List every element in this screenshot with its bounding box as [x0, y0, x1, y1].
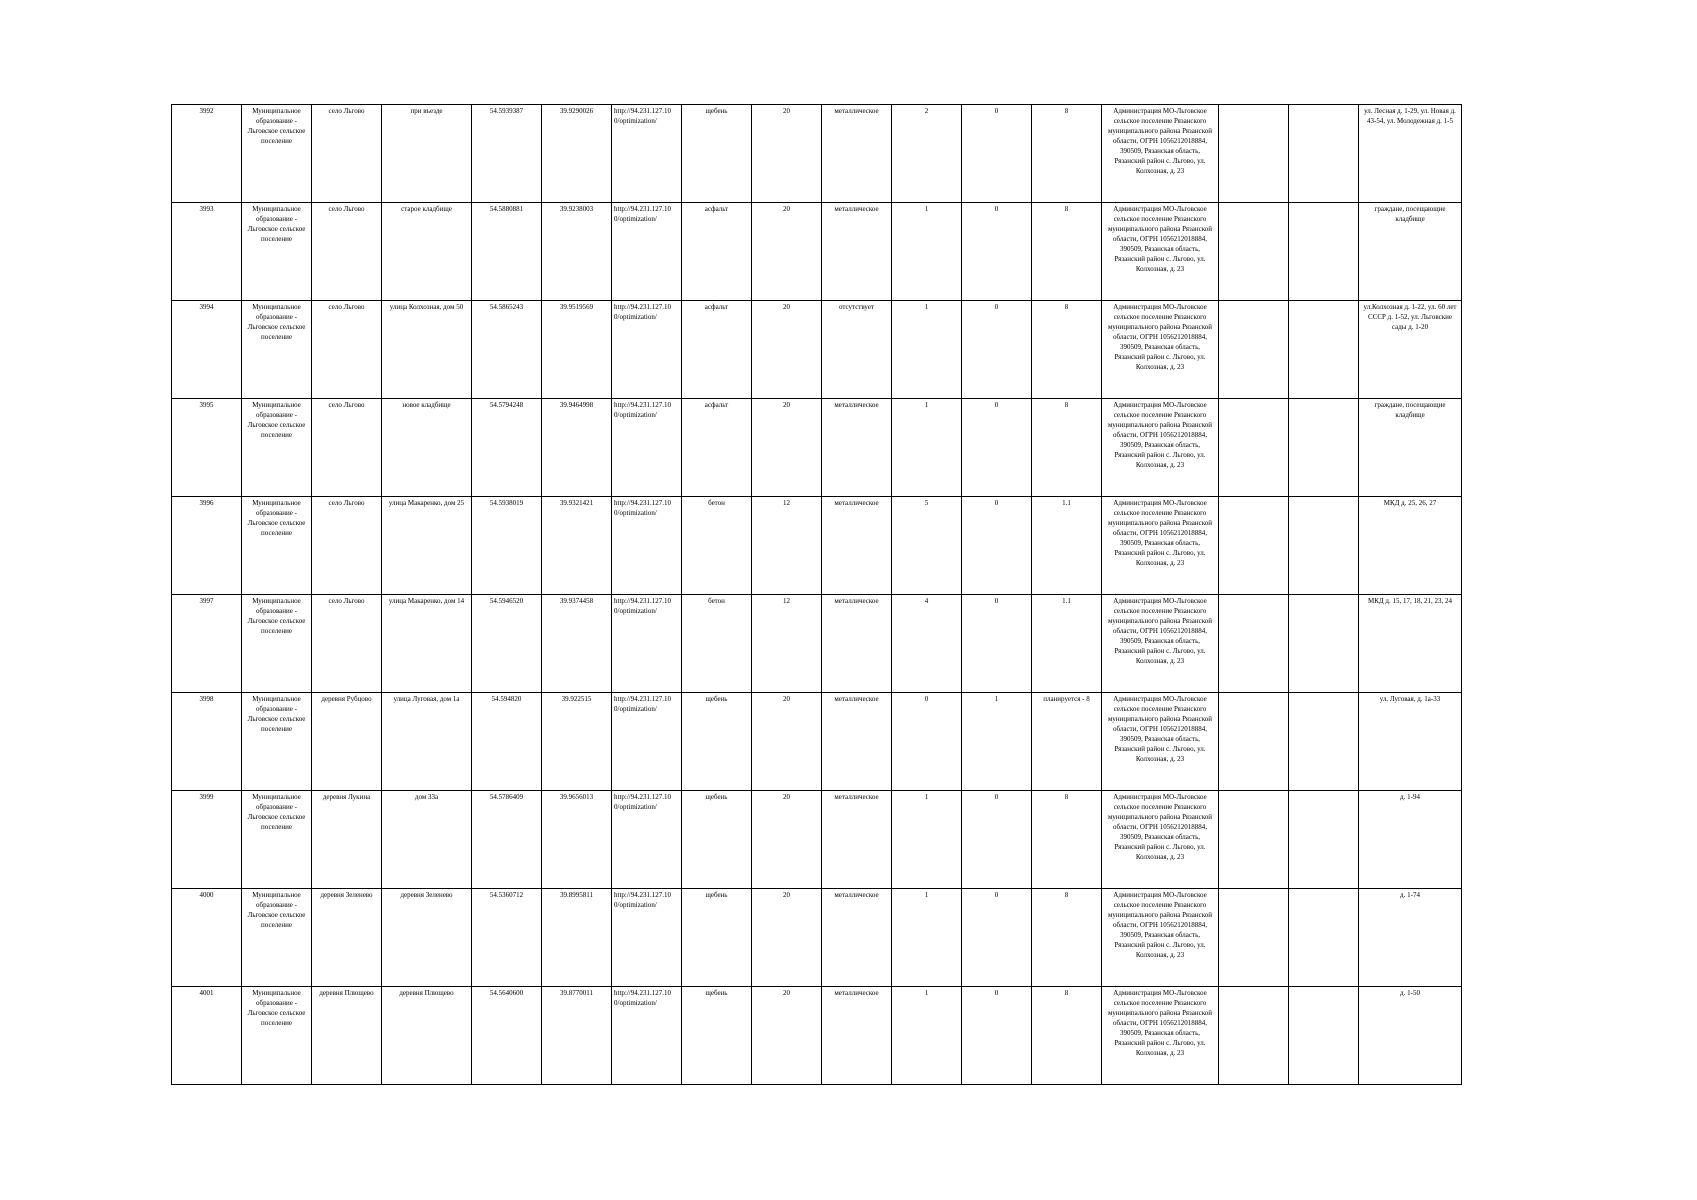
- cell-c16: [1289, 693, 1359, 791]
- cell-volume: 8: [1032, 987, 1102, 1085]
- cell-surface: асфальт: [682, 301, 752, 399]
- cell-lat: 54.5939387: [472, 105, 542, 203]
- cell-surface: щебень: [682, 791, 752, 889]
- cell-area: 12: [752, 497, 822, 595]
- cell-c16: [1289, 497, 1359, 595]
- cell-owner: Администрация МО-Льговское сельское поселение Рязанского муниципального района Рязанской области, ОГРН 1056212018884, 390509, Рязанская область, Рязанский район с. Льгово, ул. Колхозная, д. 23: [1102, 889, 1219, 987]
- waste-site-registry-table: [171, 104, 1462, 1085]
- cell-municipality: Муниципальное образование - Льговское сельское поселение: [242, 497, 312, 595]
- cell-id: 3997: [172, 595, 242, 693]
- cell-containers: 1: [892, 791, 962, 889]
- cell-address: улица Макаренко, дом 25: [382, 497, 472, 595]
- cell-lon: 39.922515: [542, 693, 612, 791]
- cell-lat: 54.5794248: [472, 399, 542, 497]
- cell-id: 3993: [172, 203, 242, 301]
- cell-containers: 5: [892, 497, 962, 595]
- cell-bunkers: 1: [962, 693, 1032, 791]
- cell-c16: [1289, 399, 1359, 497]
- cell-address: дом 33а: [382, 791, 472, 889]
- cell-url: http://94.231.127.10 0/optimization/: [612, 203, 682, 301]
- cell-surface: щебень: [682, 693, 752, 791]
- cell-c15: [1219, 301, 1289, 399]
- cell-lat: 54.5865243: [472, 301, 542, 399]
- cell-url: http://94.231.127.10 0/optimization/: [612, 693, 682, 791]
- cell-owner: Администрация МО-Льговское сельское поселение Рязанского муниципального района Рязанской области, ОГРН 1056212018884, 390509, Рязанская область, Рязанский район с. Льгово, ул. Колхозная, д. 23: [1102, 301, 1219, 399]
- cell-surface: бетон: [682, 595, 752, 693]
- cell-sources: д. 1-74: [1359, 889, 1462, 987]
- cell-lat: 54.5946520: [472, 595, 542, 693]
- cell-url: http://94.231.127.10 0/optimization/: [612, 399, 682, 497]
- cell-settlement: село Льгово: [312, 203, 382, 301]
- cell-settlement: село Льгово: [312, 595, 382, 693]
- cell-volume: 1.1: [1032, 595, 1102, 693]
- cell-owner: Администрация МО-Льговское сельское поселение Рязанского муниципального района Рязанской области, ОГРН 1056212018884, 390509, Рязанская область, Рязанский район с. Льгово, ул. Колхозная, д. 23: [1102, 203, 1219, 301]
- cell-area: 20: [752, 203, 822, 301]
- cell-sources: МКД д. 25, 26, 27: [1359, 497, 1462, 595]
- cell-c16: [1289, 987, 1359, 1085]
- cell-area: 12: [752, 595, 822, 693]
- cell-settlement: село Льгово: [312, 105, 382, 203]
- cell-lon: 39.8995811: [542, 889, 612, 987]
- cell-settlement: деревня Рубцово: [312, 693, 382, 791]
- cell-owner: Администрация МО-Льговское сельское поселение Рязанского муниципального района Рязанской области, ОГРН 1056212018884, 390509, Рязанская область, Рязанский район с. Льгово, ул. Колхозная, д. 23: [1102, 105, 1219, 203]
- cell-url: http://94.231.127.10 0/optimization/: [612, 987, 682, 1085]
- cell-area: 20: [752, 987, 822, 1085]
- cell-c15: [1219, 791, 1289, 889]
- cell-containers: 1: [892, 987, 962, 1085]
- cell-municipality: Муниципальное образование - Льговское сельское поселение: [242, 889, 312, 987]
- cell-c16: [1289, 203, 1359, 301]
- cell-lon: 39.9374458: [542, 595, 612, 693]
- cell-fence: металлическое: [822, 203, 892, 301]
- cell-address: улица Колхозная, дом 50: [382, 301, 472, 399]
- cell-c16: [1289, 301, 1359, 399]
- cell-fence: металлическое: [822, 595, 892, 693]
- cell-id: 3994: [172, 301, 242, 399]
- cell-municipality: Муниципальное образование - Льговское сельское поселение: [242, 987, 312, 1085]
- cell-bunkers: 0: [962, 889, 1032, 987]
- cell-fence: металлическое: [822, 497, 892, 595]
- cell-fence: металлическое: [822, 399, 892, 497]
- cell-c16: [1289, 595, 1359, 693]
- cell-sources: ул.Колхозная д. 1-22, ул. 60 лет СССР д. 1-52, ул. Льговские сады д. 1-20: [1359, 301, 1462, 399]
- cell-c15: [1219, 105, 1289, 203]
- cell-id: 3999: [172, 791, 242, 889]
- table-row: [172, 203, 1462, 301]
- cell-c15: [1219, 497, 1289, 595]
- cell-area: 20: [752, 889, 822, 987]
- cell-id: 4000: [172, 889, 242, 987]
- cell-id: 3998: [172, 693, 242, 791]
- cell-containers: 1: [892, 889, 962, 987]
- cell-owner: Администрация МО-Льговское сельское поселение Рязанского муниципального района Рязанской области, ОГРН 1056212018884, 390509, Рязанская область, Рязанский район с. Льгово, ул. Колхозная, д. 23: [1102, 595, 1219, 693]
- cell-url: http://94.231.127.10 0/optimization/: [612, 889, 682, 987]
- cell-fence: металлическое: [822, 693, 892, 791]
- cell-lon: 39.9464998: [542, 399, 612, 497]
- cell-c16: [1289, 105, 1359, 203]
- cell-sources: ул. Лесная д. 1-29, ул. Новая д. 43-54, ул. Молодежная д. 1-5: [1359, 105, 1462, 203]
- cell-lat: 54.594820: [472, 693, 542, 791]
- cell-municipality: Муниципальное образование - Льговское сельское поселение: [242, 399, 312, 497]
- cell-c15: [1219, 203, 1289, 301]
- cell-address: старое кладбище: [382, 203, 472, 301]
- table-row: [172, 105, 1462, 203]
- cell-containers: 1: [892, 399, 962, 497]
- cell-containers: 1: [892, 301, 962, 399]
- cell-sources: МКД д. 15, 17, 18, 21, 23, 24: [1359, 595, 1462, 693]
- cell-url: http://94.231.127.10 0/optimization/: [612, 105, 682, 203]
- cell-sources: д. 1-50: [1359, 987, 1462, 1085]
- cell-municipality: Муниципальное образование - Льговское сельское поселение: [242, 203, 312, 301]
- cell-surface: асфальт: [682, 203, 752, 301]
- cell-id: 3992: [172, 105, 242, 203]
- cell-c15: [1219, 595, 1289, 693]
- cell-lat: 54.5880881: [472, 203, 542, 301]
- cell-fence: отсутствует: [822, 301, 892, 399]
- cell-bunkers: 0: [962, 203, 1032, 301]
- cell-area: 20: [752, 693, 822, 791]
- cell-containers: 4: [892, 595, 962, 693]
- cell-owner: Администрация МО-Льговское сельское поселение Рязанского муниципального района Рязанской области, ОГРН 1056212018884, 390509, Рязанская область, Рязанский район с. Льгово, ул. Колхозная, д. 23: [1102, 693, 1219, 791]
- cell-id: 3996: [172, 497, 242, 595]
- cell-lat: 54.5786409: [472, 791, 542, 889]
- cell-url: http://94.231.127.10 0/optimization/: [612, 301, 682, 399]
- cell-lon: 39.8770011: [542, 987, 612, 1085]
- cell-address: при въезде: [382, 105, 472, 203]
- cell-url: http://94.231.127.10 0/optimization/: [612, 497, 682, 595]
- cell-settlement: деревня Лукина: [312, 791, 382, 889]
- cell-volume: 8: [1032, 105, 1102, 203]
- cell-c16: [1289, 791, 1359, 889]
- cell-lat: 54.5938019: [472, 497, 542, 595]
- cell-lon: 39.9238003: [542, 203, 612, 301]
- cell-c15: [1219, 889, 1289, 987]
- cell-area: 20: [752, 301, 822, 399]
- cell-municipality: Муниципальное образование - Льговское сельское поселение: [242, 595, 312, 693]
- cell-lon: 39.9656013: [542, 791, 612, 889]
- cell-containers: 1: [892, 203, 962, 301]
- cell-lat: 54.5360712: [472, 889, 542, 987]
- cell-area: 20: [752, 791, 822, 889]
- cell-settlement: деревня Зеленево: [312, 889, 382, 987]
- cell-address: улица Макаренко, дом 14: [382, 595, 472, 693]
- cell-bunkers: 0: [962, 595, 1032, 693]
- table-row: [172, 791, 1462, 889]
- cell-lon: 39.9321421: [542, 497, 612, 595]
- cell-address: деревня Плющево: [382, 987, 472, 1085]
- cell-settlement: деревня Плющево: [312, 987, 382, 1085]
- cell-bunkers: 0: [962, 987, 1032, 1085]
- cell-surface: щебень: [682, 889, 752, 987]
- cell-bunkers: 0: [962, 497, 1032, 595]
- table-body: [172, 105, 1462, 1085]
- cell-settlement: село Льгово: [312, 301, 382, 399]
- cell-municipality: Муниципальное образование - Льговское сельское поселение: [242, 105, 312, 203]
- table-row: [172, 693, 1462, 791]
- cell-fence: металлическое: [822, 791, 892, 889]
- cell-volume: 8: [1032, 889, 1102, 987]
- cell-url: http://94.231.127.10 0/optimization/: [612, 595, 682, 693]
- cell-bunkers: 0: [962, 791, 1032, 889]
- cell-owner: Администрация МО-Льговское сельское поселение Рязанского муниципального района Рязанской области, ОГРН 1056212018884, 390509, Рязанская область, Рязанский район с. Льгово, ул. Колхозная, д. 23: [1102, 987, 1219, 1085]
- cell-containers: 0: [892, 693, 962, 791]
- table-row: [172, 595, 1462, 693]
- cell-lon: 39.9519569: [542, 301, 612, 399]
- cell-volume: планируется - 8: [1032, 693, 1102, 791]
- cell-sources: граждане, посещающие кладбище: [1359, 399, 1462, 497]
- cell-bunkers: 0: [962, 301, 1032, 399]
- cell-bunkers: 0: [962, 105, 1032, 203]
- cell-municipality: Муниципальное образование - Льговское сельское поселение: [242, 791, 312, 889]
- table-row: [172, 889, 1462, 987]
- cell-surface: щебень: [682, 105, 752, 203]
- cell-sources: граждане, посещающие кладбище: [1359, 203, 1462, 301]
- cell-containers: 2: [892, 105, 962, 203]
- cell-volume: 1.1: [1032, 497, 1102, 595]
- cell-address: деревня Зеленево: [382, 889, 472, 987]
- cell-fence: металлическое: [822, 987, 892, 1085]
- cell-c15: [1219, 399, 1289, 497]
- cell-settlement: село Льгово: [312, 399, 382, 497]
- table-row: [172, 301, 1462, 399]
- cell-surface: бетон: [682, 497, 752, 595]
- cell-url: http://94.231.127.10 0/optimization/: [612, 791, 682, 889]
- cell-owner: Администрация МО-Льговское сельское поселение Рязанского муниципального района Рязанской области, ОГРН 1056212018884, 390509, Рязанская область, Рязанский район с. Льгово, ул. Колхозная, д. 23: [1102, 399, 1219, 497]
- cell-volume: 8: [1032, 791, 1102, 889]
- cell-lon: 39.9290026: [542, 105, 612, 203]
- cell-area: 20: [752, 105, 822, 203]
- cell-bunkers: 0: [962, 399, 1032, 497]
- cell-lat: 54.5640600: [472, 987, 542, 1085]
- cell-volume: 8: [1032, 301, 1102, 399]
- cell-settlement: село Льгово: [312, 497, 382, 595]
- cell-sources: д. 1-94: [1359, 791, 1462, 889]
- cell-surface: асфальт: [682, 399, 752, 497]
- cell-c15: [1219, 693, 1289, 791]
- cell-municipality: Муниципальное образование - Льговское сельское поселение: [242, 693, 312, 791]
- cell-id: 4001: [172, 987, 242, 1085]
- table-row: [172, 399, 1462, 497]
- cell-volume: 8: [1032, 399, 1102, 497]
- cell-c16: [1289, 889, 1359, 987]
- table-row: [172, 497, 1462, 595]
- cell-fence: металлическое: [822, 889, 892, 987]
- cell-volume: 8: [1032, 203, 1102, 301]
- cell-surface: щебень: [682, 987, 752, 1085]
- cell-area: 20: [752, 399, 822, 497]
- cell-id: 3995: [172, 399, 242, 497]
- table-row: [172, 987, 1462, 1085]
- cell-fence: металлическое: [822, 105, 892, 203]
- cell-owner: Администрация МО-Льговское сельское поселение Рязанского муниципального района Рязанской области, ОГРН 1056212018884, 390509, Рязанская область, Рязанский район с. Льгово, ул. Колхозная, д. 23: [1102, 497, 1219, 595]
- cell-address: улица Луговая, дом 1а: [382, 693, 472, 791]
- cell-municipality: Муниципальное образование - Льговское сельское поселение: [242, 301, 312, 399]
- cell-sources: ул. Луговая, д. 1а-33: [1359, 693, 1462, 791]
- cell-c15: [1219, 987, 1289, 1085]
- cell-owner: Администрация МО-Льговское сельское поселение Рязанского муниципального района Рязанской области, ОГРН 1056212018884, 390509, Рязанская область, Рязанский район с. Льгово, ул. Колхозная, д. 23: [1102, 791, 1219, 889]
- cell-address: новое кладбище: [382, 399, 472, 497]
